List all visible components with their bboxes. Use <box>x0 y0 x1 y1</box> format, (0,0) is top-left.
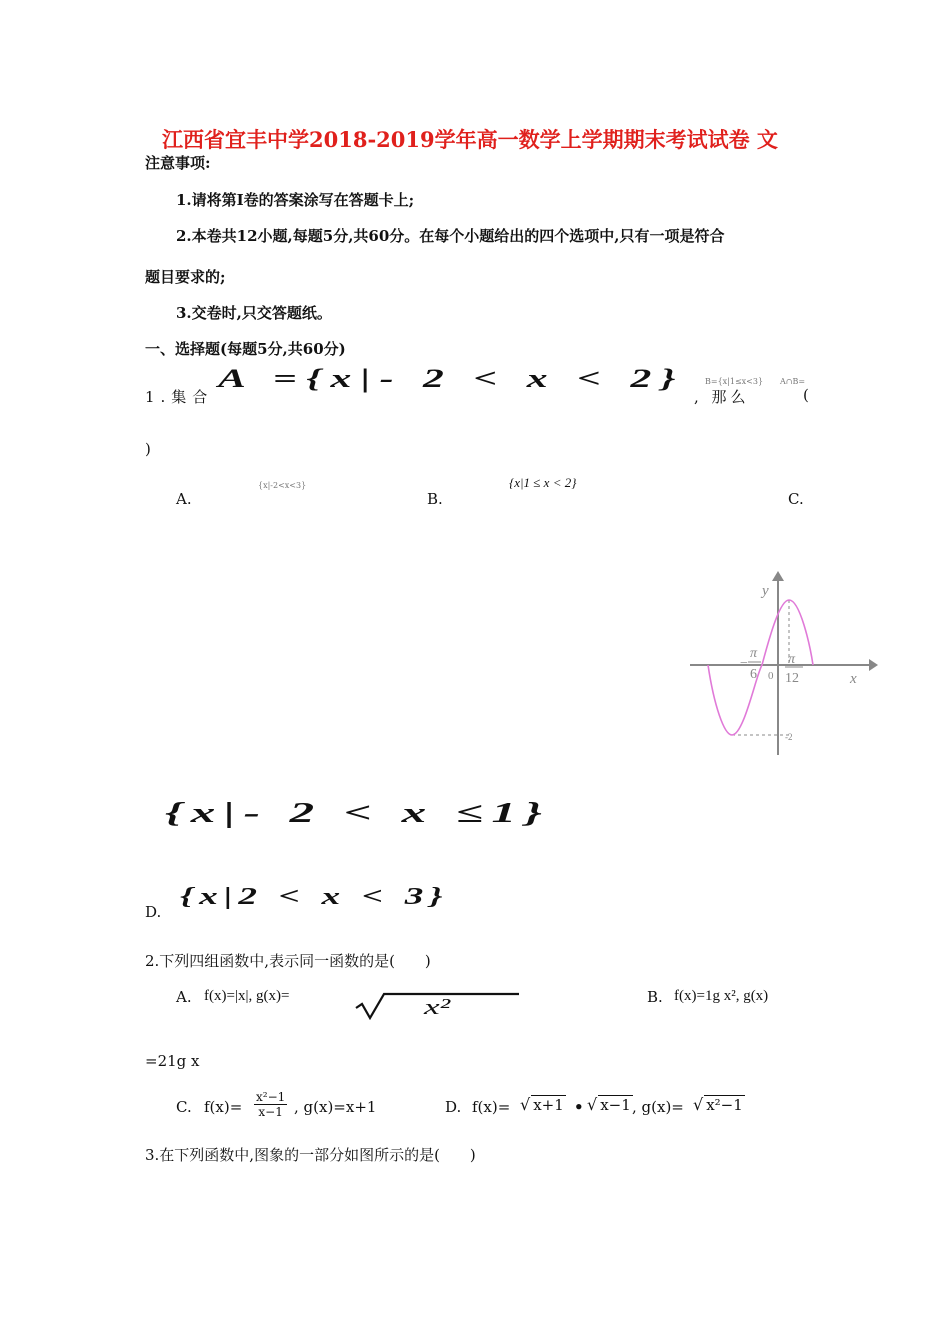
q2-b-text: f(x)=1g x², g(x) <box>674 988 769 1004</box>
q2-stem: 2.下列四组函数中,表示同一函数的是( ) <box>145 952 431 970</box>
q1-option-c-label: C. <box>788 490 804 508</box>
note-2-cont: 题目要求的; <box>145 268 226 286</box>
note-2: 2.本卷共12小题,每题5分,共60分。在每个小题给出的四个选项中,只有一项是符合 <box>176 227 725 245</box>
q2-d-root2-content: x−1 <box>600 1096 631 1114</box>
q2-c-g: , g(x)=x+1 <box>294 1098 377 1116</box>
neg-tick-num: π <box>750 646 758 661</box>
q1-paren-open: ( <box>803 386 809 404</box>
radical-icon: √ <box>693 1095 704 1114</box>
q1-set-a: A ={x|- 2 < x < 2} <box>218 364 685 393</box>
x-axis-label: x <box>850 671 857 687</box>
q2-a-label: A. <box>176 988 192 1006</box>
document-title: 江西省宜丰中学2018-2019学年高一数学上学期期末考试试卷 文 <box>162 127 778 152</box>
pos-tick-den: 12 <box>785 671 799 686</box>
q2-d-dot: • <box>574 1098 584 1116</box>
q1-mid: , 那么 <box>694 388 750 406</box>
section-heading: 一、选择题(每题5分,共60分) <box>145 340 346 358</box>
q2-d-root1-content: x+1 <box>533 1096 564 1114</box>
function-graph <box>686 565 880 760</box>
q2-c-label: C. <box>176 1098 192 1116</box>
x-axis-arrow <box>869 659 878 671</box>
neg-tick-den: 6 <box>750 667 757 682</box>
q3-stem: 3.在下列函数中,图象的一部分如图所示的是( ) <box>145 1146 476 1164</box>
y-axis-label: y <box>762 583 769 599</box>
q2-a-text: f(x)=|x|, g(x)= <box>204 988 290 1004</box>
q2-d-root3-content: x²−1 <box>706 1096 743 1114</box>
y-axis-arrow <box>772 571 784 581</box>
q2-c-fraction <box>254 1090 287 1119</box>
q2-c-denominator: x−1 <box>258 1105 283 1119</box>
q1-option-a-label: A. <box>176 490 192 508</box>
q1-option-c-text: {x|- 2 < x ≤1} <box>165 798 551 829</box>
q1-option-d-label: D. <box>145 903 162 921</box>
q2-d-f: f(x)= <box>472 1098 511 1116</box>
note-1: 1.请将第Ⅰ卷的答案涂写在答题卡上; <box>176 191 415 209</box>
q2-d-root3 <box>693 1095 745 1114</box>
q2-d-g: , g(x)= <box>632 1098 684 1116</box>
q1-option-b-text: {x|1 ≤ x < 2} <box>509 475 577 490</box>
notes-heading: 注意事项: <box>145 154 211 172</box>
q2-c-f: f(x)= <box>204 1098 243 1116</box>
min-value-label: -2 <box>785 732 793 742</box>
pos-tick-num: π <box>788 652 796 667</box>
note-3: 3.交卷时,只交答题纸。 <box>176 304 332 322</box>
q1-option-b-label: B. <box>427 490 443 508</box>
q1-set-b-small: B={x|1≤x<3} <box>705 377 764 386</box>
q2-b-cont: =21g x <box>145 1052 200 1070</box>
q1-paren-close: ) <box>145 440 151 458</box>
radical-icon: √ <box>587 1095 598 1114</box>
q2-a-sqrt-content: x² <box>424 994 451 1019</box>
q2-d-label: D. <box>445 1098 462 1116</box>
q1-lead: 1.集合 <box>145 388 214 406</box>
neg-tick-sign: − <box>740 656 748 671</box>
origin-label: 0 <box>768 670 774 682</box>
q1-option-a-text: {x|-2<x<3} <box>258 481 307 490</box>
q2-d-root1 <box>520 1095 566 1114</box>
q2-b-label: B. <box>647 988 663 1006</box>
q2-d-root2 <box>587 1095 633 1114</box>
q1-intersection-small: A∩B= <box>780 377 806 386</box>
q2-c-numerator: x²−1 <box>256 1090 286 1104</box>
q1-option-d-text: {x|2 < x < 3} <box>180 884 449 910</box>
radical-icon: √ <box>520 1095 531 1114</box>
